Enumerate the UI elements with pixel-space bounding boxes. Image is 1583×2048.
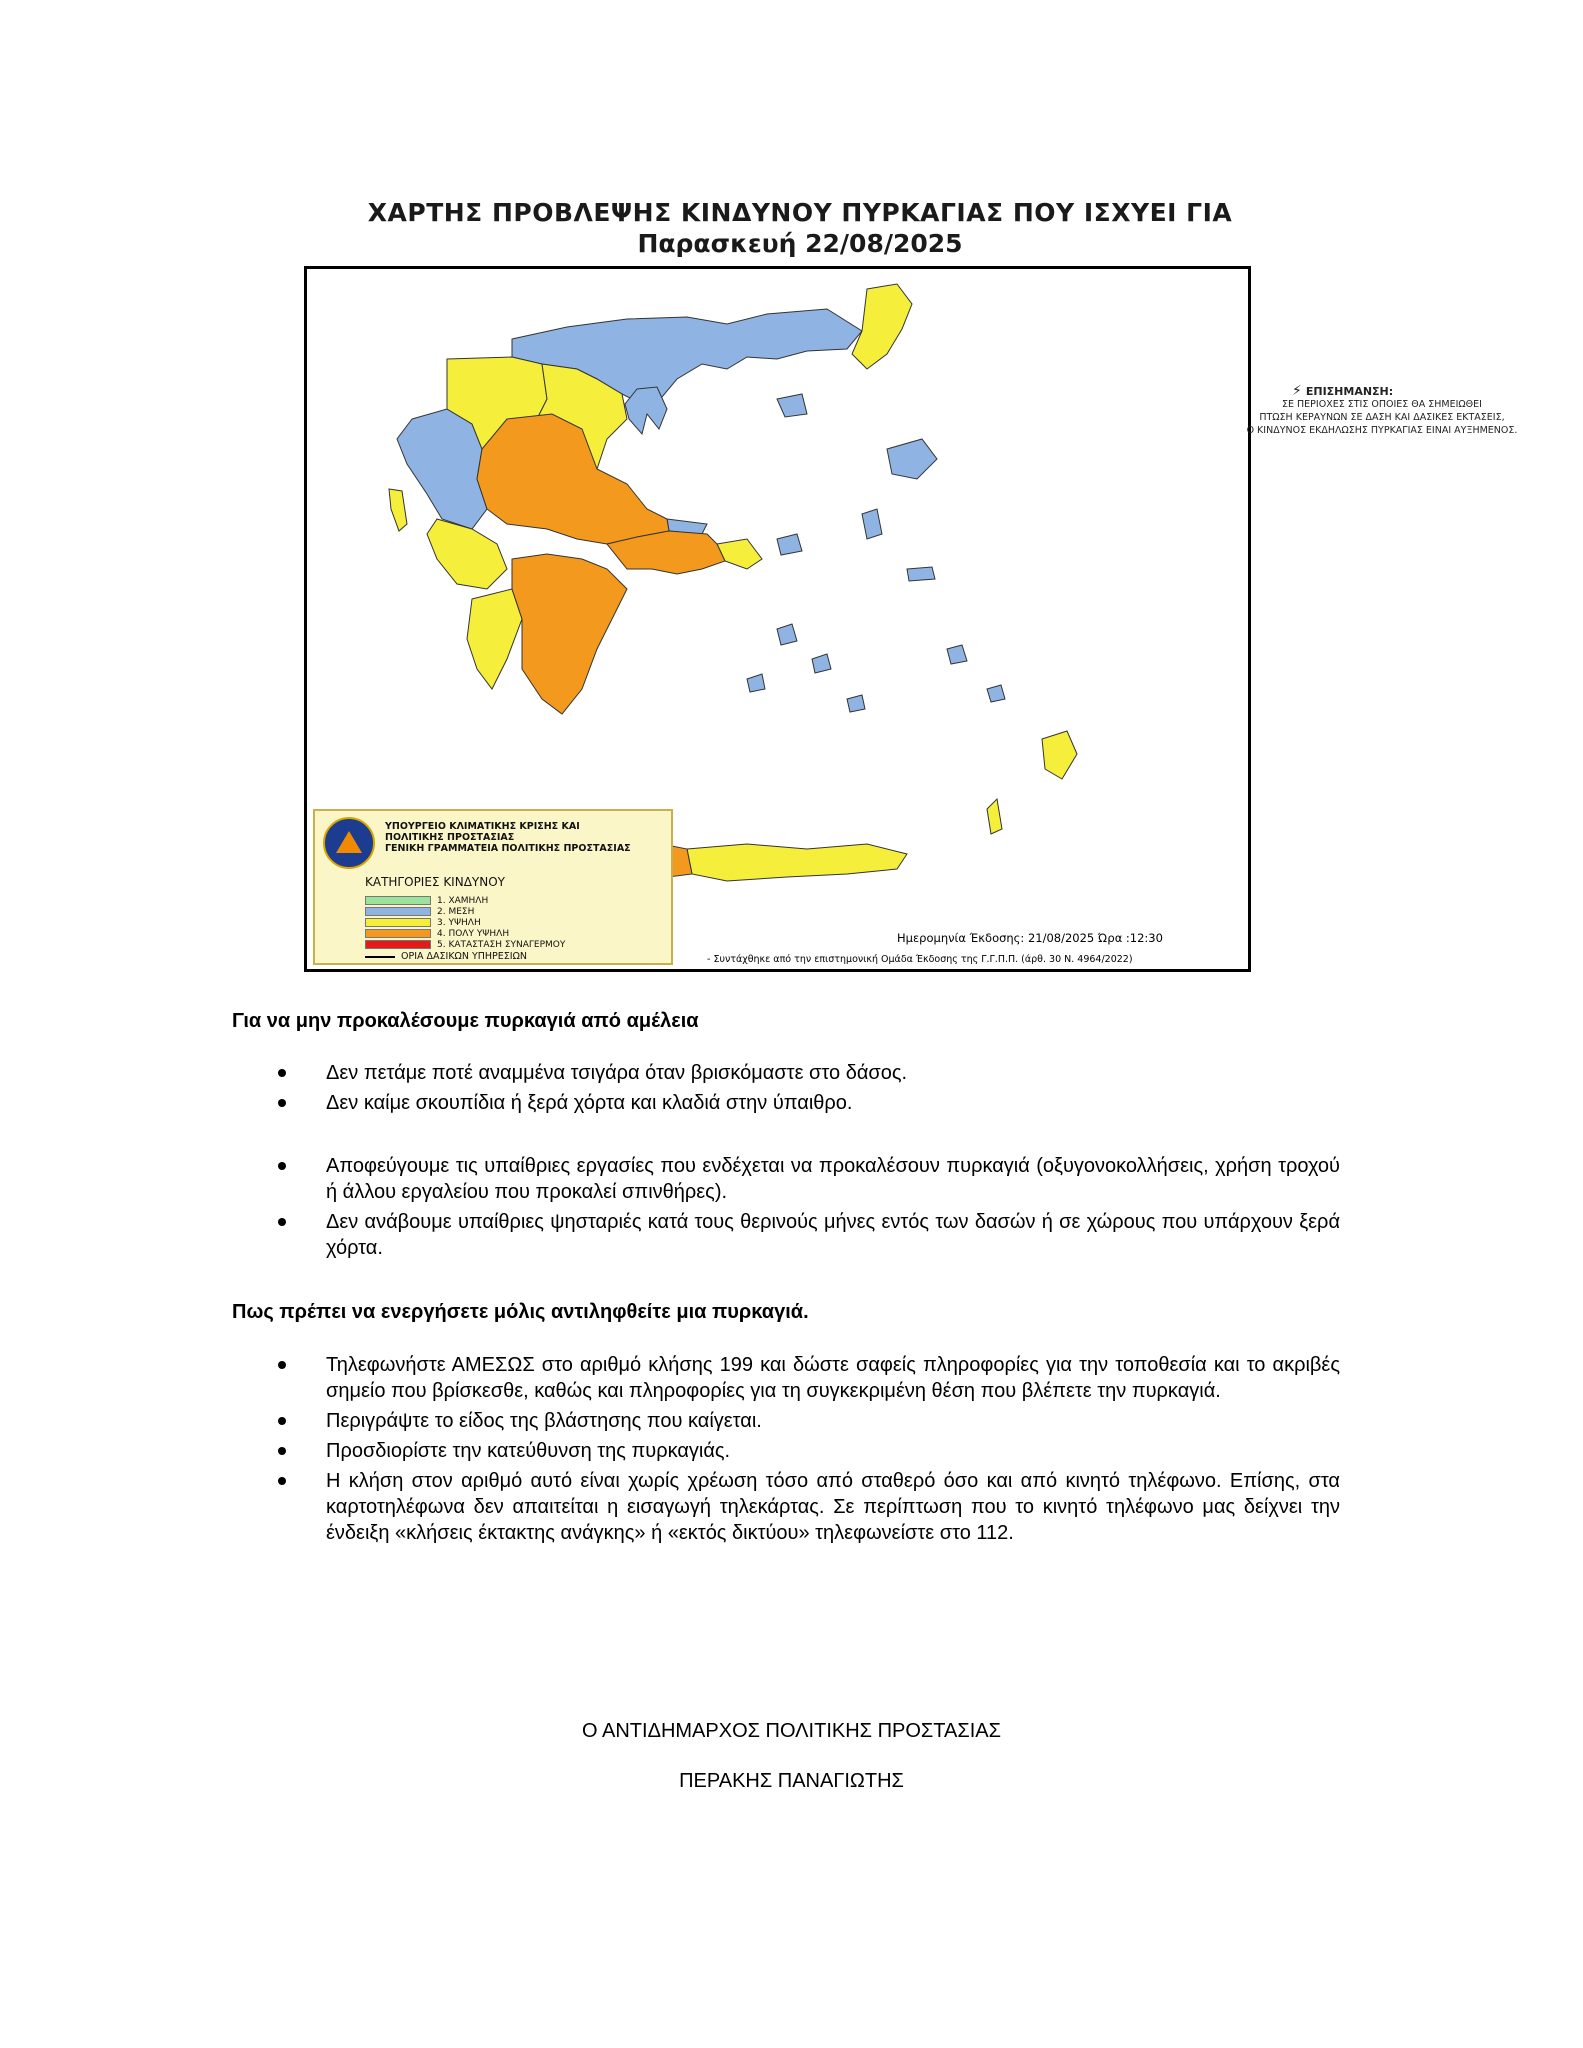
list-item: Προσδιορίστε την κατεύθυνση της πυρκαγιάς. (232, 1438, 1340, 1464)
negligence-list-b (232, 1153, 1340, 1265)
compiled-note: - Συντάχθηκε από την επιστημονική Ομάδα Έκδοσης της Γ.Γ.Π.Π. (άρθ. 30 Ν. 4964/2022) (707, 954, 1133, 965)
risk-category: 2. ΜΕΣΗ (365, 906, 565, 917)
region-west-greece (427, 519, 507, 589)
region-dodecanese-2 (987, 685, 1005, 702)
region-skyros (777, 534, 802, 555)
negligence-list-a (232, 1060, 1340, 1120)
signature-title: Ο ΑΝΤΙΔΗΜΑΡΧΟΣ ΠΟΛΙΤΙΚΗΣ ΠΡΟΣΤΑΣΙΑΣ (582, 1720, 1001, 1742)
list-item: Περιγράψτε το είδος της βλάστησης που καίγεται. (232, 1408, 1340, 1434)
lightning-icon: ⚡ (1292, 383, 1302, 399)
map-date: Παρασκευή 22/08/2025 (637, 229, 963, 258)
map-legend (313, 809, 673, 965)
map-title: ΧΑΡΤΗΣ ΠΡΟΒΛΕΨΗΣ ΚΙΝΔΥΝΟΥ ΠΥΡΚΑΓΙΑΣ ΠΟΥ ΙΣΧΥΕΙ ΓΙΑ (367, 198, 1233, 227)
list-item: Δεν ανάβουμε υπαίθριες ψησταριές κατά τους θερινούς μήνες εντός των δασών ή σε χώρους που υπάρχουν ξερά χόρτα. (232, 1209, 1340, 1261)
region-central-greece (477, 414, 669, 544)
region-lesvos (887, 439, 937, 479)
category-swatch (365, 896, 431, 905)
region-central-euboea-east (717, 539, 762, 569)
region-chios (862, 509, 882, 539)
region-karpathos (987, 799, 1002, 834)
risk-category: 5. ΚΑΤΑΣΤΑΣΗ ΣΥΝΑΓΕΡΜΟΥ (365, 939, 565, 950)
risk-category: 3. ΥΨΗΛΗ (365, 917, 565, 928)
risk-categories-list (365, 895, 565, 950)
list-item: Δεν καίμε σκουπίδια ή ξερά χόρτα και κλαδιά στην ύπαιθρο. (232, 1090, 1340, 1116)
risk-category: 4. ΠΟΛΥ ΥΨΗΛΗ (365, 928, 565, 939)
warning-line: ΣΕ ΠΕΡΙΟΧΕΣ ΣΤΙΣ ΟΠΟΙΕΣ ΘΑ ΣΗΜΕΙΩΘΕΙ (1282, 399, 1482, 410)
region-east-peloponnese (512, 554, 627, 714)
section-heading-negligence: Για να μην προκαλέσουμε πυρκαγιά από αμέλεια (232, 1010, 699, 1032)
region-rhodes (1042, 731, 1077, 779)
list-item: Αποφεύγουμε τις υπαίθριες εργασίες που ενδέχεται να προκαλέσουν πυρκαγιά (οξυγονοκολλήσεις, χρήση τροχού ή άλλου εργαλείου που προκαλεί σπινθήρες). (232, 1153, 1340, 1205)
warning-line: Ο ΚΙΝΔΥΝΟΣ ΕΚΔΗΛΩΣΗΣ ΠΥΡΚΑΓΙΑΣ ΕΙΝΑΙ ΑΥΞΗΜΕΝΟΣ. (1246, 425, 1518, 436)
warning-line: ΠΤΩΣΗ ΚΕΡΑΥΝΩΝ ΣΕ ΔΑΣΗ ΚΑΙ ΔΑΣΙΚΕΣ ΕΚΤΑΣΕΙΣ, (1259, 412, 1505, 423)
region-cyclades-4 (847, 695, 865, 712)
civil-protection-logo (323, 817, 375, 869)
warning-heading: ΕΠΙΣΗΜΑΝΣΗ: (1305, 385, 1394, 398)
action-list (232, 1352, 1340, 1550)
category-swatch (365, 940, 431, 949)
list-item: Η κλήση στον αριθμό αυτό είναι χωρίς χρέωση τόσο από σταθερό όσο και από κινητό τηλέφωνο. Επίσης, στα καρτοτηλέφωνα δεν απαιτείται η εισαγωγή τηλεκάρτας. Σε περίπτωση που το κινητό τηλέφωνο μας δείχνει την ένδειξη «κλήσεις έκτακτης ανάγκης» ή «εκτός δικτύου» τηλεφωνείστε στο 112. (232, 1468, 1340, 1546)
section-heading-action: Πως πρέπει να ενεργήσετε μόλις αντιληφθείτε μια πυρκαγιά. (232, 1301, 809, 1323)
region-crete-east (687, 844, 907, 881)
list-item: Δεν πετάμε ποτέ αναμμένα τσιγάρα όταν βρισκόμαστε στο δάσος. (232, 1060, 1340, 1086)
forest-border-key: ΟΡΙΑ ΔΑΣΙΚΩΝ ΥΠΗΡΕΣΙΩΝ (365, 951, 527, 962)
region-west-peloponnese (467, 589, 522, 689)
risk-categories-title: ΚΑΤΗΓΟΡΙΕΣ ΚΙΝΔΥΝΟΥ (365, 875, 505, 889)
region-dodecanese-1 (947, 645, 967, 664)
region-cyclades-2 (812, 654, 831, 673)
signature-name: ΠΕΡΑΚΗΣ ΠΑΝΑΓΙΩΤΗΣ (679, 1770, 904, 1792)
region-evros (852, 284, 912, 369)
list-item: Τηλεφωνήστε ΑΜΕΣΩΣ στο αριθμό κλήσης 199 και δώστε σαφείς πληροφορίες για την τοποθεσία και το ακριβές σημείο που βρίσκεσθε, καθώς και πληροφορίες για τη συγκεκριμένη θέση που βλέπετε την πυρκαγιά. (232, 1352, 1340, 1404)
warning-note (1202, 385, 1562, 437)
region-cyclades-1 (777, 624, 797, 645)
region-limnos (777, 394, 807, 417)
ministry-name: ΥΠΟΥΡΓΕΙΟ ΚΛΙΜΑΤΙΚΗΣ ΚΡΙΣΗΣ ΚΑΙ ΠΟΛΙΤΙΚΗΣ ΠΡΟΣΤΑΣΙΑΣ ΓΕΝΙΚΗ ΓΡΑΜΜΑΤΕΙΑ ΠΟΛΙΤΙΚΗΣ ΠΡΟΣΤΑΣΙΑΣ (385, 821, 631, 854)
region-cyclades-3 (747, 674, 765, 692)
category-swatch (365, 929, 431, 938)
risk-category: 1. ΧΑΜΗΛΗ (365, 895, 565, 906)
issue-date: Ημερομηνία Έκδοσης: 21/08/2025 Ώρα :12:30 (897, 931, 1163, 945)
region-corfu (389, 489, 407, 531)
region-samos (907, 567, 935, 581)
category-swatch (365, 907, 431, 916)
category-swatch (365, 918, 431, 927)
fire-risk-map (304, 266, 1518, 972)
